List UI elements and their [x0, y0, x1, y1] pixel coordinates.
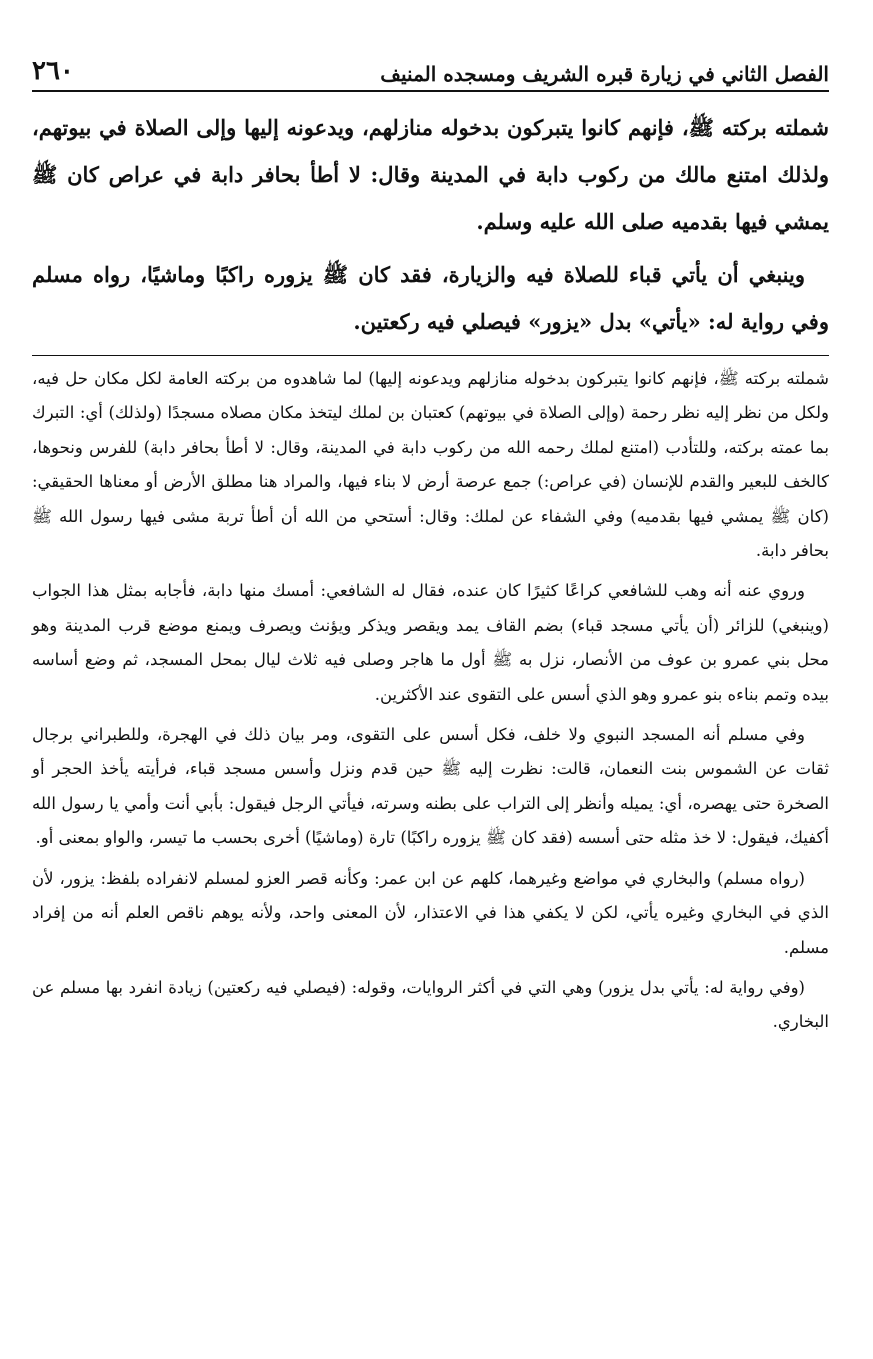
page-number: ٢٦٠	[32, 56, 74, 86]
commentary-paragraph: شملته بركته ﷺ، فإنهم كانوا يتبركون بدخوله منازلهم ويدعونه إليها) لما شاهدوه من بركته العامة لكل مكان حل فيه، ولكل من نظر إليه نظر رحمة (وإلى الصلاة في بيوتهم) كعتبان بن لملك ليتخذ مكان مصلاه مسجدًا (ولذلك) أي: التبرك بما عمته بركته، وللتأدب (امتنع لملك رحمه الله من ركوب دابة في المدينة، وقال: لا أطأ بحافر دابة) للفرس ونحوها، كالخف للبعير والقدم للإنسان (في عراص:) جمع عرصة أرض لا بناء فيها، والمراد هنا مطلق الأرض أو معناها الحقيقي: (كان ﷺ يمشي فيها بقدميه) وفي الشفاء عن لملك: وقال: أستحي من الله أن أطأ تربة مشى فيها رسول الله ﷺ بحافر دابة.	[32, 369, 829, 561]
commentary-paragraph: (وفي رواية له: يأتي بدل يزور) وهي التي في أكثر الروايات، وقوله: (فيصلي فيه ركعتين) زيادة انفرد بها مسلم عن البخاري.	[32, 977, 829, 1032]
main-text-paragraph: وينبغي أن يأتي قباء للصلاة فيه والزيارة، فقد كان ﷺ يزوره راكبًا وماشيًا، رواه مسلم وفي رواية له: «يأتي» بدل «يزور» فيصلي فيه ركعتين.	[32, 262, 829, 334]
commentary-divider	[32, 355, 829, 356]
chapter-title: الفصل الثاني في زيارة قبره الشريف ومسجده المنيف	[380, 62, 829, 86]
commentary	[32, 362, 829, 1040]
main-text-paragraph: شملته بركته ﷺ، فإنهم كانوا يتبركون بدخوله منازلهم، ويدعونه إليها وإلى الصلاة في بيوتهم، ولذلك امتنع مالك من ركوب دابة في المدينة وقال: لا أطأ بحافر دابة في عراص كان ﷺ يمشي فيها بقدميه صلى الله عليه وسلم.	[32, 115, 829, 234]
running-header	[32, 50, 829, 92]
main-text	[32, 104, 829, 345]
commentary-paragraph: وفي مسلم أنه المسجد النبوي ولا خلف، فكل أسس على التقوى، ومر بيان ذلك في الهجرة، وللطبراني برجال ثقات عن الشموس بنت النعمان، قالت: نظرت إليه ﷺ حين قدم ونزل وأسس مسجد قباء، فرأيته يأخذ الحجر أو الصخرة حتى يهصره، أي: يميله وأنظر إلى التراب على بطنه وسرته، فيأتي الرجل فيقول: بأبي أنت وأمي يا رسول الله أكفيك، فيقول: لا خذ مثله حتى أسسه (فقد كان ﷺ يزوره راكبًا) تارة (وماشيًا) أخرى بحسب ما تيسر، والواو بمعنى أو.	[32, 725, 829, 848]
commentary-paragraph: وروي عنه أنه وهب للشافعي كراعًا كثيرًا كان عنده، فقال له الشافعي: أمسك منها دابة، فأجابه بمثل هذا الجواب (وينبغي) للزائر (أن يأتي مسجد قباء) بضم القاف يمد ويقصر ويذكر ويؤنث ويصرف ويمنع موضع قرب المدينة وهو محل بني عمرو بن عوف من الأنصار، نزل به ﷺ أول ما هاجر وصلى فيه ثلاث ليال بمحل المسجد، ثم وضع أساسه بيده وتمم بناءه بنو عمرو وهو الذي أسس على التقوى عند الأكثرين.	[32, 581, 829, 704]
commentary-paragraph: (رواه مسلم) والبخاري في مواضع وغيرهما، كلهم عن ابن عمر: وكأنه قصر العزو لمسلم لانفراده بلفظ: يزور، لأن الذي في البخاري وغيره يأتي، لكن لا يكفي هذا في الاعتذار، لأن المعنى واحد، ولأنه يوهم ناقص العلم أنه من إفراد مسلم.	[32, 868, 829, 957]
